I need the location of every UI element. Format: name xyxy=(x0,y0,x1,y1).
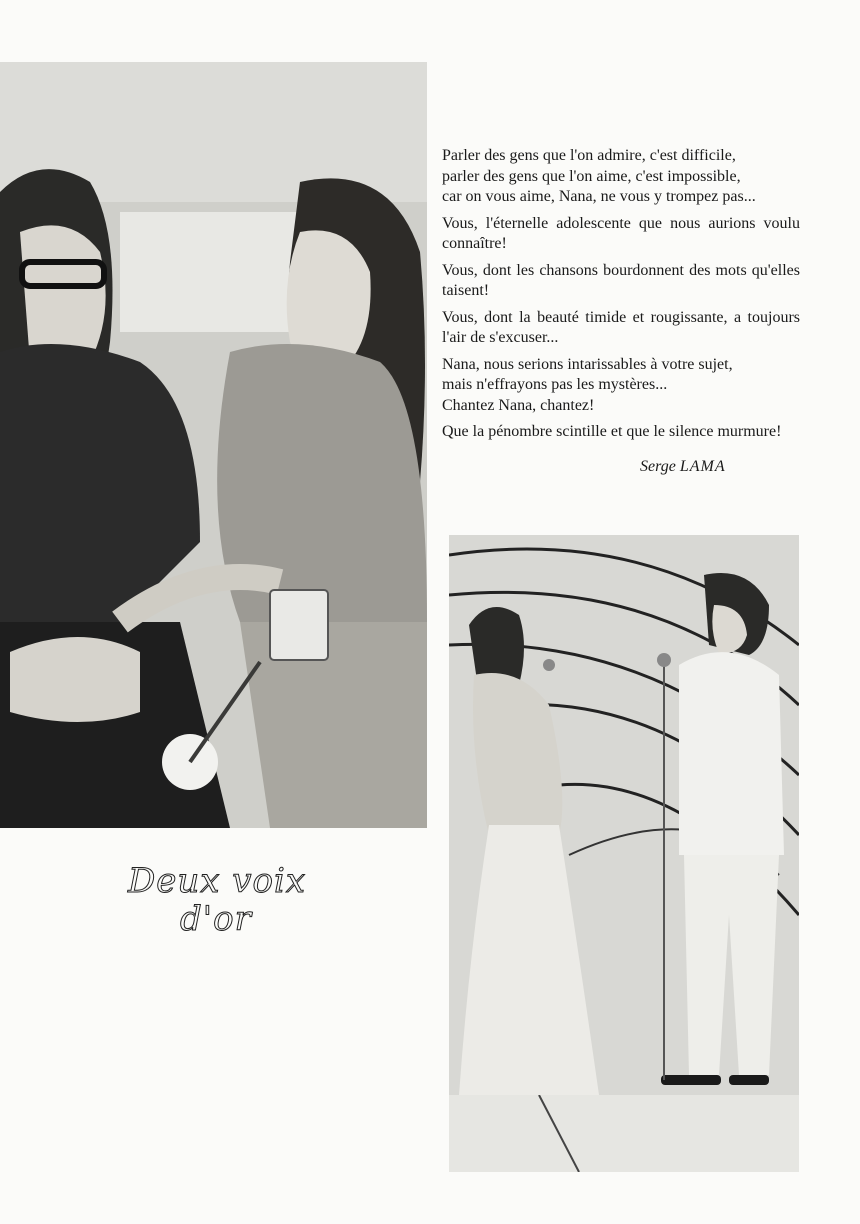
headline-line-2: d'or xyxy=(180,899,252,939)
headline-line-1: Deux voix xyxy=(128,861,306,901)
tribute-paragraph-4: Vous, dont la beauté timide et rougissante, a toujours l'air de s'excuser... xyxy=(442,308,800,346)
photo-stage-duet xyxy=(449,535,799,1172)
tribute-paragraph-7: Que la pénombre scintille et que le silence murmure! xyxy=(442,423,782,440)
tribute-text xyxy=(442,146,800,449)
tribute-paragraph-6: Chantez Nana, chantez! xyxy=(442,396,595,414)
tribute-paragraph-2: Vous, l'éternelle adolescente que nous aurions voulu connaître! xyxy=(442,214,800,252)
signature-first-name: Serge xyxy=(640,458,676,475)
tribute-paragraph-5: Nana, nous serions intarissables à votre sujet, mais n'effrayons pas les mystères... xyxy=(442,355,733,393)
tribute-paragraph-1: Parler des gens que l'on admire, c'est difficile, parler des gens que l'on aime, c'est impossible, car on vous aime, Nana, ne vous y trompez pas... xyxy=(442,147,756,205)
signature-last-name: LAMA xyxy=(679,458,726,475)
tribute-paragraph-3: Vous, dont les chansons bourdonnent des mots qu'elles taisent! xyxy=(442,261,800,299)
headline-title xyxy=(128,862,328,938)
photo-two-women xyxy=(0,62,427,828)
signature xyxy=(640,458,726,476)
